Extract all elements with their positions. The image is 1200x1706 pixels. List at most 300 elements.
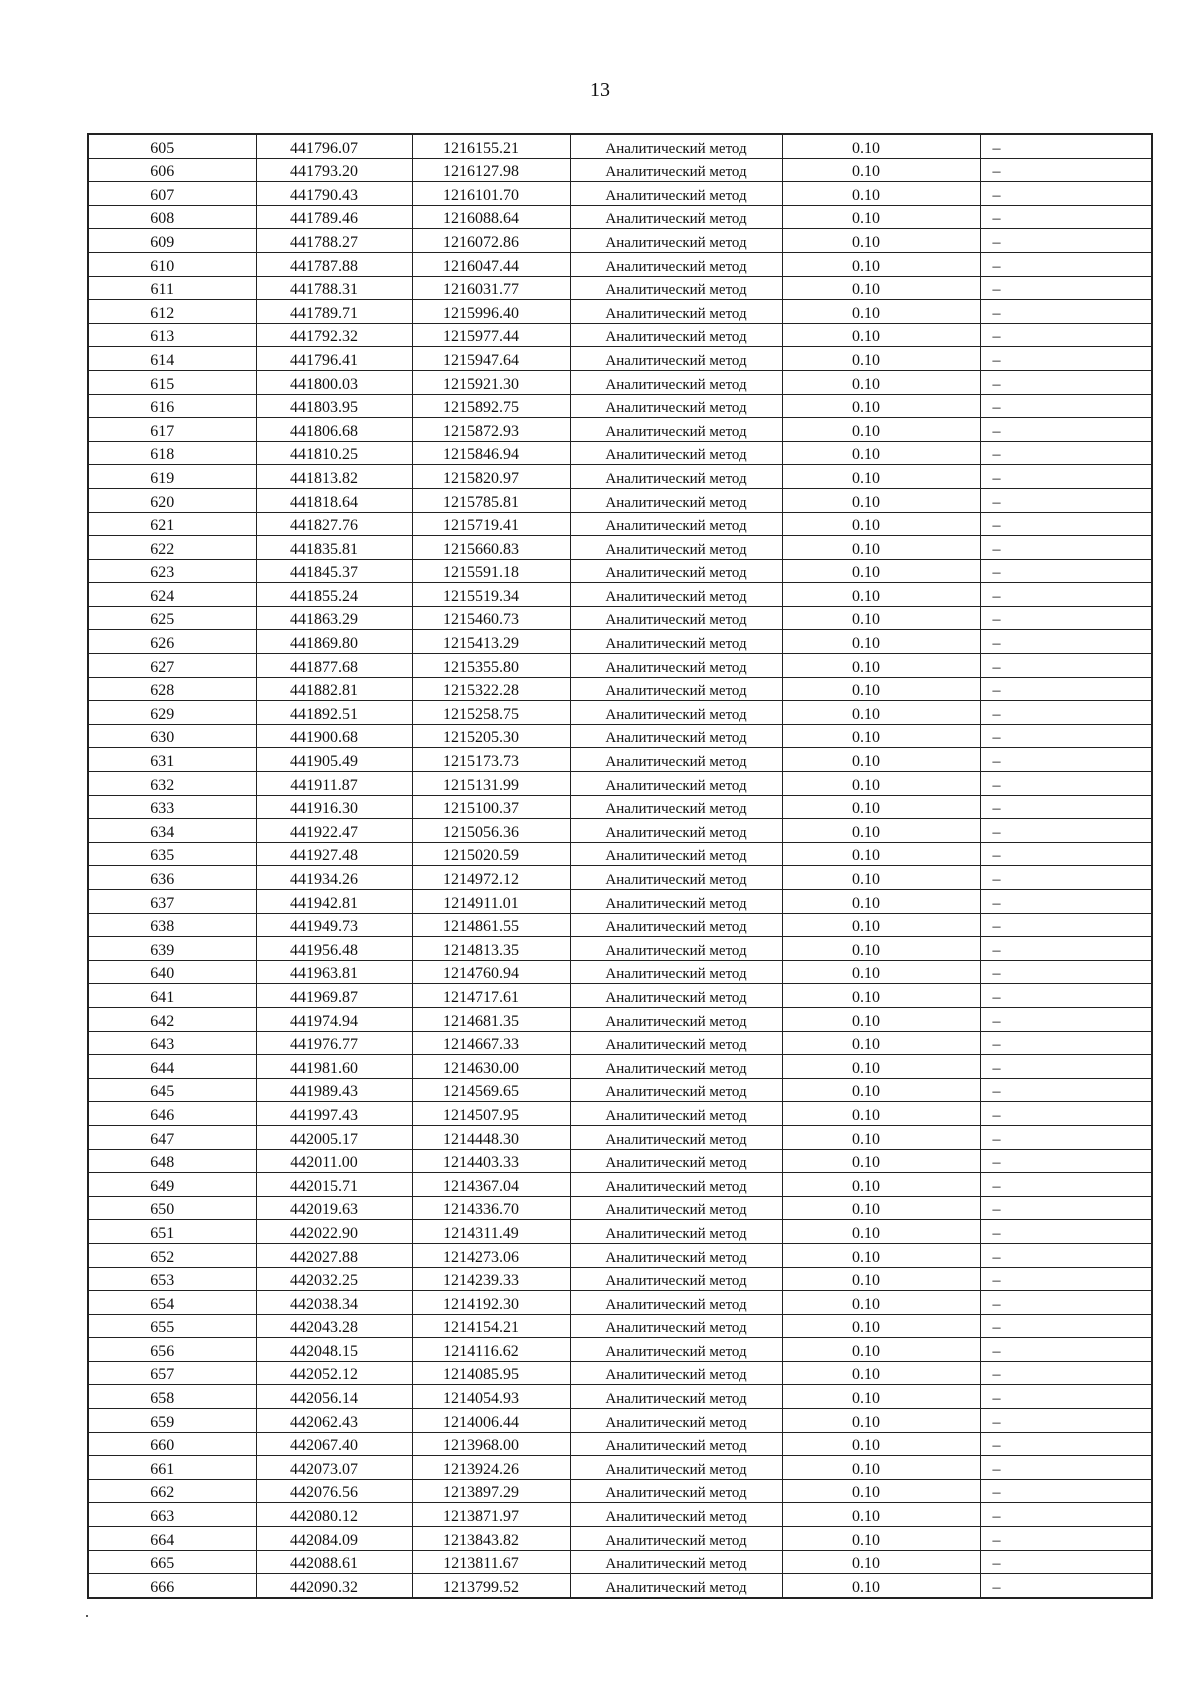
accuracy-cell: 0.10 bbox=[782, 701, 980, 725]
x-coordinate-cell: 442043.28 bbox=[256, 1314, 412, 1338]
dash-cell: – bbox=[980, 937, 1152, 961]
y-coordinate-cell: 1214085.95 bbox=[412, 1361, 570, 1385]
method-cell: Аналитический метод bbox=[570, 984, 782, 1008]
x-coordinate-cell: 441863.29 bbox=[256, 606, 412, 630]
dash-cell: – bbox=[980, 205, 1152, 229]
point-number-cell: 620 bbox=[88, 488, 256, 512]
y-coordinate-cell: 1215892.75 bbox=[412, 394, 570, 418]
dash-cell: – bbox=[980, 1291, 1152, 1315]
accuracy-cell: 0.10 bbox=[782, 1338, 980, 1362]
y-coordinate-cell: 1215355.80 bbox=[412, 654, 570, 678]
y-coordinate-cell: 1213811.67 bbox=[412, 1550, 570, 1574]
table-row bbox=[88, 701, 1152, 725]
dash-cell: – bbox=[980, 1031, 1152, 1055]
point-number-cell: 624 bbox=[88, 583, 256, 607]
x-coordinate-cell: 441787.88 bbox=[256, 252, 412, 276]
method-cell: Аналитический метод bbox=[570, 1149, 782, 1173]
x-coordinate-cell: 441882.81 bbox=[256, 677, 412, 701]
accuracy-cell: 0.10 bbox=[782, 1031, 980, 1055]
method-cell: Аналитический метод bbox=[570, 866, 782, 890]
y-coordinate-cell: 1214569.65 bbox=[412, 1078, 570, 1102]
method-cell: Аналитический метод bbox=[570, 583, 782, 607]
table-row bbox=[88, 488, 1152, 512]
point-number-cell: 634 bbox=[88, 819, 256, 843]
accuracy-cell: 0.10 bbox=[782, 276, 980, 300]
method-cell: Аналитический метод bbox=[570, 1385, 782, 1409]
table-row bbox=[88, 606, 1152, 630]
accuracy-cell: 0.10 bbox=[782, 1550, 980, 1574]
accuracy-cell: 0.10 bbox=[782, 866, 980, 890]
point-number-cell: 614 bbox=[88, 347, 256, 371]
table-row bbox=[88, 1574, 1152, 1598]
accuracy-cell: 0.10 bbox=[782, 394, 980, 418]
method-cell: Аналитический метод bbox=[570, 512, 782, 536]
accuracy-cell: 0.10 bbox=[782, 1078, 980, 1102]
table-row bbox=[88, 1385, 1152, 1409]
dash-cell: – bbox=[980, 559, 1152, 583]
scan-speck bbox=[86, 1615, 88, 1617]
dash-cell: – bbox=[980, 795, 1152, 819]
dash-cell: – bbox=[980, 1007, 1152, 1031]
table-row bbox=[88, 418, 1152, 442]
dash-cell: – bbox=[980, 465, 1152, 489]
table-row bbox=[88, 1220, 1152, 1244]
y-coordinate-cell: 1215591.18 bbox=[412, 559, 570, 583]
point-number-cell: 661 bbox=[88, 1456, 256, 1480]
point-number-cell: 623 bbox=[88, 559, 256, 583]
point-number-cell: 635 bbox=[88, 842, 256, 866]
point-number-cell: 618 bbox=[88, 441, 256, 465]
point-number-cell: 657 bbox=[88, 1361, 256, 1385]
method-cell: Аналитический метод bbox=[570, 960, 782, 984]
accuracy-cell: 0.10 bbox=[782, 465, 980, 489]
point-number-cell: 650 bbox=[88, 1196, 256, 1220]
y-coordinate-cell: 1214630.00 bbox=[412, 1055, 570, 1079]
dash-cell: – bbox=[980, 347, 1152, 371]
point-number-cell: 653 bbox=[88, 1267, 256, 1291]
dash-cell: – bbox=[980, 960, 1152, 984]
accuracy-cell: 0.10 bbox=[782, 1291, 980, 1315]
table-row bbox=[88, 1361, 1152, 1385]
table-row bbox=[88, 1102, 1152, 1126]
accuracy-cell: 0.10 bbox=[782, 724, 980, 748]
x-coordinate-cell: 441789.71 bbox=[256, 300, 412, 324]
dash-cell: – bbox=[980, 512, 1152, 536]
method-cell: Аналитический метод bbox=[570, 182, 782, 206]
y-coordinate-cell: 1213924.26 bbox=[412, 1456, 570, 1480]
accuracy-cell: 0.10 bbox=[782, 1196, 980, 1220]
table-row bbox=[88, 1173, 1152, 1197]
x-coordinate-cell: 441806.68 bbox=[256, 418, 412, 442]
dash-cell: – bbox=[980, 1409, 1152, 1433]
x-coordinate-cell: 442015.71 bbox=[256, 1173, 412, 1197]
accuracy-cell: 0.10 bbox=[782, 1361, 980, 1385]
x-coordinate-cell: 441989.43 bbox=[256, 1078, 412, 1102]
y-coordinate-cell: 1214760.94 bbox=[412, 960, 570, 984]
y-coordinate-cell: 1214054.93 bbox=[412, 1385, 570, 1409]
coordinates-table bbox=[87, 133, 1153, 1599]
point-number-cell: 646 bbox=[88, 1102, 256, 1126]
accuracy-cell: 0.10 bbox=[782, 512, 980, 536]
y-coordinate-cell: 1215519.34 bbox=[412, 583, 570, 607]
table-row bbox=[88, 158, 1152, 182]
method-cell: Аналитический метод bbox=[570, 323, 782, 347]
x-coordinate-cell: 441976.77 bbox=[256, 1031, 412, 1055]
x-coordinate-cell: 441974.94 bbox=[256, 1007, 412, 1031]
point-number-cell: 644 bbox=[88, 1055, 256, 1079]
y-coordinate-cell: 1215660.83 bbox=[412, 536, 570, 560]
dash-cell: – bbox=[980, 370, 1152, 394]
x-coordinate-cell: 441845.37 bbox=[256, 559, 412, 583]
y-coordinate-cell: 1215100.37 bbox=[412, 795, 570, 819]
accuracy-cell: 0.10 bbox=[782, 913, 980, 937]
accuracy-cell: 0.10 bbox=[782, 606, 980, 630]
dash-cell: – bbox=[980, 842, 1152, 866]
dash-cell: – bbox=[980, 1196, 1152, 1220]
method-cell: Аналитический метод bbox=[570, 1338, 782, 1362]
point-number-cell: 621 bbox=[88, 512, 256, 536]
point-number-cell: 640 bbox=[88, 960, 256, 984]
method-cell: Аналитический метод bbox=[570, 300, 782, 324]
page-number: 13 bbox=[590, 79, 610, 101]
table-row bbox=[88, 1149, 1152, 1173]
y-coordinate-cell: 1214192.30 bbox=[412, 1291, 570, 1315]
accuracy-cell: 0.10 bbox=[782, 300, 980, 324]
point-number-cell: 659 bbox=[88, 1409, 256, 1433]
x-coordinate-cell: 441877.68 bbox=[256, 654, 412, 678]
y-coordinate-cell: 1215413.29 bbox=[412, 630, 570, 654]
accuracy-cell: 0.10 bbox=[782, 1432, 980, 1456]
accuracy-cell: 0.10 bbox=[782, 134, 980, 158]
y-coordinate-cell: 1214667.33 bbox=[412, 1031, 570, 1055]
point-number-cell: 648 bbox=[88, 1149, 256, 1173]
x-coordinate-cell: 441942.81 bbox=[256, 890, 412, 914]
table-row bbox=[88, 1456, 1152, 1480]
x-coordinate-cell: 442005.17 bbox=[256, 1125, 412, 1149]
dash-cell: – bbox=[980, 488, 1152, 512]
accuracy-cell: 0.10 bbox=[782, 1267, 980, 1291]
point-number-cell: 613 bbox=[88, 323, 256, 347]
accuracy-cell: 0.10 bbox=[782, 960, 980, 984]
x-coordinate-cell: 442011.00 bbox=[256, 1149, 412, 1173]
x-coordinate-cell: 442073.07 bbox=[256, 1456, 412, 1480]
y-coordinate-cell: 1213871.97 bbox=[412, 1503, 570, 1527]
x-coordinate-cell: 441827.76 bbox=[256, 512, 412, 536]
point-number-cell: 627 bbox=[88, 654, 256, 678]
point-number-cell: 625 bbox=[88, 606, 256, 630]
table-row bbox=[88, 1291, 1152, 1315]
method-cell: Аналитический метод bbox=[570, 1220, 782, 1244]
y-coordinate-cell: 1215205.30 bbox=[412, 724, 570, 748]
table-row bbox=[88, 937, 1152, 961]
dash-cell: – bbox=[980, 1055, 1152, 1079]
dash-cell: – bbox=[980, 1550, 1152, 1574]
point-number-cell: 643 bbox=[88, 1031, 256, 1055]
table-row bbox=[88, 252, 1152, 276]
x-coordinate-cell: 441869.80 bbox=[256, 630, 412, 654]
y-coordinate-cell: 1213799.52 bbox=[412, 1574, 570, 1598]
dash-cell: – bbox=[980, 1361, 1152, 1385]
dash-cell: – bbox=[980, 1149, 1152, 1173]
method-cell: Аналитический метод bbox=[570, 1527, 782, 1551]
point-number-cell: 626 bbox=[88, 630, 256, 654]
y-coordinate-cell: 1216127.98 bbox=[412, 158, 570, 182]
accuracy-cell: 0.10 bbox=[782, 890, 980, 914]
x-coordinate-cell: 442022.90 bbox=[256, 1220, 412, 1244]
x-coordinate-cell: 441911.87 bbox=[256, 772, 412, 796]
table-row bbox=[88, 1196, 1152, 1220]
dash-cell: – bbox=[980, 630, 1152, 654]
y-coordinate-cell: 1216155.21 bbox=[412, 134, 570, 158]
method-cell: Аналитический метод bbox=[570, 1291, 782, 1315]
point-number-cell: 628 bbox=[88, 677, 256, 701]
table-row bbox=[88, 630, 1152, 654]
method-cell: Аналитический метод bbox=[570, 1031, 782, 1055]
x-coordinate-cell: 441927.48 bbox=[256, 842, 412, 866]
point-number-cell: 666 bbox=[88, 1574, 256, 1598]
dash-cell: – bbox=[980, 158, 1152, 182]
accuracy-cell: 0.10 bbox=[782, 418, 980, 442]
point-number-cell: 608 bbox=[88, 205, 256, 229]
x-coordinate-cell: 442076.56 bbox=[256, 1479, 412, 1503]
y-coordinate-cell: 1215173.73 bbox=[412, 748, 570, 772]
method-cell: Аналитический метод bbox=[570, 158, 782, 182]
method-cell: Аналитический метод bbox=[570, 1102, 782, 1126]
table-row bbox=[88, 866, 1152, 890]
method-cell: Аналитический метод bbox=[570, 1055, 782, 1079]
dash-cell: – bbox=[980, 536, 1152, 560]
table-row bbox=[88, 842, 1152, 866]
method-cell: Аналитический метод bbox=[570, 1243, 782, 1267]
method-cell: Аналитический метод bbox=[570, 913, 782, 937]
method-cell: Аналитический метод bbox=[570, 1456, 782, 1480]
accuracy-cell: 0.10 bbox=[782, 1385, 980, 1409]
method-cell: Аналитический метод bbox=[570, 1125, 782, 1149]
accuracy-cell: 0.10 bbox=[782, 205, 980, 229]
dash-cell: – bbox=[980, 394, 1152, 418]
dash-cell: – bbox=[980, 772, 1152, 796]
accuracy-cell: 0.10 bbox=[782, 347, 980, 371]
y-coordinate-cell: 1214403.33 bbox=[412, 1149, 570, 1173]
dash-cell: – bbox=[980, 1456, 1152, 1480]
y-coordinate-cell: 1213897.29 bbox=[412, 1479, 570, 1503]
y-coordinate-cell: 1214116.62 bbox=[412, 1338, 570, 1362]
table-row bbox=[88, 300, 1152, 324]
x-coordinate-cell: 441788.27 bbox=[256, 229, 412, 253]
method-cell: Аналитический метод bbox=[570, 252, 782, 276]
accuracy-cell: 0.10 bbox=[782, 1149, 980, 1173]
accuracy-cell: 0.10 bbox=[782, 182, 980, 206]
y-coordinate-cell: 1215322.28 bbox=[412, 677, 570, 701]
table-row bbox=[88, 795, 1152, 819]
point-number-cell: 649 bbox=[88, 1173, 256, 1197]
accuracy-cell: 0.10 bbox=[782, 1243, 980, 1267]
table-row bbox=[88, 1550, 1152, 1574]
x-coordinate-cell: 442048.15 bbox=[256, 1338, 412, 1362]
point-number-cell: 632 bbox=[88, 772, 256, 796]
dash-cell: – bbox=[980, 654, 1152, 678]
dash-cell: – bbox=[980, 701, 1152, 725]
method-cell: Аналитический метод bbox=[570, 394, 782, 418]
accuracy-cell: 0.10 bbox=[782, 772, 980, 796]
method-cell: Аналитический метод bbox=[570, 1196, 782, 1220]
method-cell: Аналитический метод bbox=[570, 795, 782, 819]
method-cell: Аналитический метод bbox=[570, 937, 782, 961]
table-row bbox=[88, 748, 1152, 772]
point-number-cell: 605 bbox=[88, 134, 256, 158]
table-row bbox=[88, 1409, 1152, 1433]
x-coordinate-cell: 441900.68 bbox=[256, 724, 412, 748]
y-coordinate-cell: 1214273.06 bbox=[412, 1243, 570, 1267]
x-coordinate-cell: 442038.34 bbox=[256, 1291, 412, 1315]
method-cell: Аналитический метод bbox=[570, 630, 782, 654]
method-cell: Аналитический метод bbox=[570, 488, 782, 512]
table-row bbox=[88, 819, 1152, 843]
y-coordinate-cell: 1216031.77 bbox=[412, 276, 570, 300]
point-number-cell: 647 bbox=[88, 1125, 256, 1149]
accuracy-cell: 0.10 bbox=[782, 654, 980, 678]
accuracy-cell: 0.10 bbox=[782, 1479, 980, 1503]
accuracy-cell: 0.10 bbox=[782, 229, 980, 253]
y-coordinate-cell: 1216072.86 bbox=[412, 229, 570, 253]
accuracy-cell: 0.10 bbox=[782, 1173, 980, 1197]
accuracy-cell: 0.10 bbox=[782, 1102, 980, 1126]
table-row bbox=[88, 1527, 1152, 1551]
table-row bbox=[88, 1243, 1152, 1267]
x-coordinate-cell: 442067.40 bbox=[256, 1432, 412, 1456]
x-coordinate-cell: 441796.07 bbox=[256, 134, 412, 158]
x-coordinate-cell: 441969.87 bbox=[256, 984, 412, 1008]
point-number-cell: 660 bbox=[88, 1432, 256, 1456]
table-row bbox=[88, 512, 1152, 536]
dash-cell: – bbox=[980, 229, 1152, 253]
dash-cell: – bbox=[980, 182, 1152, 206]
x-coordinate-cell: 441796.41 bbox=[256, 347, 412, 371]
x-coordinate-cell: 442027.88 bbox=[256, 1243, 412, 1267]
table-row bbox=[88, 134, 1152, 158]
point-number-cell: 651 bbox=[88, 1220, 256, 1244]
table-row bbox=[88, 229, 1152, 253]
table-row bbox=[88, 536, 1152, 560]
accuracy-cell: 0.10 bbox=[782, 1527, 980, 1551]
table-row bbox=[88, 1314, 1152, 1338]
x-coordinate-cell: 441803.95 bbox=[256, 394, 412, 418]
method-cell: Аналитический метод bbox=[570, 1503, 782, 1527]
dash-cell: – bbox=[980, 1173, 1152, 1197]
point-number-cell: 616 bbox=[88, 394, 256, 418]
x-coordinate-cell: 442088.61 bbox=[256, 1550, 412, 1574]
method-cell: Аналитический метод bbox=[570, 1479, 782, 1503]
x-coordinate-cell: 441810.25 bbox=[256, 441, 412, 465]
dash-cell: – bbox=[980, 583, 1152, 607]
accuracy-cell: 0.10 bbox=[782, 819, 980, 843]
x-coordinate-cell: 442062.43 bbox=[256, 1409, 412, 1433]
table-row bbox=[88, 1078, 1152, 1102]
method-cell: Аналитический метод bbox=[570, 441, 782, 465]
y-coordinate-cell: 1214336.70 bbox=[412, 1196, 570, 1220]
table-row bbox=[88, 1479, 1152, 1503]
x-coordinate-cell: 441956.48 bbox=[256, 937, 412, 961]
x-coordinate-cell: 441922.47 bbox=[256, 819, 412, 843]
table-row bbox=[88, 1432, 1152, 1456]
dash-cell: – bbox=[980, 724, 1152, 748]
y-coordinate-cell: 1214239.33 bbox=[412, 1267, 570, 1291]
method-cell: Аналитический метод bbox=[570, 606, 782, 630]
method-cell: Аналитический метод bbox=[570, 1432, 782, 1456]
accuracy-cell: 0.10 bbox=[782, 1314, 980, 1338]
table-row bbox=[88, 960, 1152, 984]
method-cell: Аналитический метод bbox=[570, 418, 782, 442]
dash-cell: – bbox=[980, 1267, 1152, 1291]
point-number-cell: 656 bbox=[88, 1338, 256, 1362]
table-row bbox=[88, 370, 1152, 394]
table-row bbox=[88, 441, 1152, 465]
dash-cell: – bbox=[980, 984, 1152, 1008]
x-coordinate-cell: 441949.73 bbox=[256, 913, 412, 937]
point-number-cell: 662 bbox=[88, 1479, 256, 1503]
accuracy-cell: 0.10 bbox=[782, 488, 980, 512]
y-coordinate-cell: 1214972.12 bbox=[412, 866, 570, 890]
dash-cell: – bbox=[980, 1314, 1152, 1338]
accuracy-cell: 0.10 bbox=[782, 441, 980, 465]
method-cell: Аналитический метод bbox=[570, 347, 782, 371]
point-number-cell: 610 bbox=[88, 252, 256, 276]
x-coordinate-cell: 441792.32 bbox=[256, 323, 412, 347]
y-coordinate-cell: 1215056.36 bbox=[412, 819, 570, 843]
method-cell: Аналитический метод bbox=[570, 654, 782, 678]
dash-cell: – bbox=[980, 1220, 1152, 1244]
point-number-cell: 645 bbox=[88, 1078, 256, 1102]
accuracy-cell: 0.10 bbox=[782, 158, 980, 182]
point-number-cell: 665 bbox=[88, 1550, 256, 1574]
table-row bbox=[88, 1125, 1152, 1149]
y-coordinate-cell: 1214813.35 bbox=[412, 937, 570, 961]
table-row bbox=[88, 323, 1152, 347]
x-coordinate-cell: 442090.32 bbox=[256, 1574, 412, 1598]
dash-cell: – bbox=[980, 748, 1152, 772]
method-cell: Аналитический метод bbox=[570, 772, 782, 796]
point-number-cell: 633 bbox=[88, 795, 256, 819]
table-row bbox=[88, 984, 1152, 1008]
x-coordinate-cell: 441835.81 bbox=[256, 536, 412, 560]
method-cell: Аналитический метод bbox=[570, 677, 782, 701]
x-coordinate-cell: 441905.49 bbox=[256, 748, 412, 772]
y-coordinate-cell: 1215977.44 bbox=[412, 323, 570, 347]
dash-cell: – bbox=[980, 606, 1152, 630]
accuracy-cell: 0.10 bbox=[782, 1125, 980, 1149]
point-number-cell: 639 bbox=[88, 937, 256, 961]
method-cell: Аналитический метод bbox=[570, 701, 782, 725]
x-coordinate-cell: 441793.20 bbox=[256, 158, 412, 182]
dash-cell: – bbox=[980, 1385, 1152, 1409]
dash-cell: – bbox=[980, 1338, 1152, 1362]
dash-cell: – bbox=[980, 819, 1152, 843]
table-row bbox=[88, 205, 1152, 229]
dash-cell: – bbox=[980, 323, 1152, 347]
y-coordinate-cell: 1214367.04 bbox=[412, 1173, 570, 1197]
y-coordinate-cell: 1215921.30 bbox=[412, 370, 570, 394]
y-coordinate-cell: 1215947.64 bbox=[412, 347, 570, 371]
x-coordinate-cell: 441789.46 bbox=[256, 205, 412, 229]
table-row bbox=[88, 677, 1152, 701]
x-coordinate-cell: 441892.51 bbox=[256, 701, 412, 725]
y-coordinate-cell: 1215131.99 bbox=[412, 772, 570, 796]
y-coordinate-cell: 1215996.40 bbox=[412, 300, 570, 324]
dash-cell: – bbox=[980, 1479, 1152, 1503]
dash-cell: – bbox=[980, 866, 1152, 890]
table-row bbox=[88, 913, 1152, 937]
accuracy-cell: 0.10 bbox=[782, 1456, 980, 1480]
